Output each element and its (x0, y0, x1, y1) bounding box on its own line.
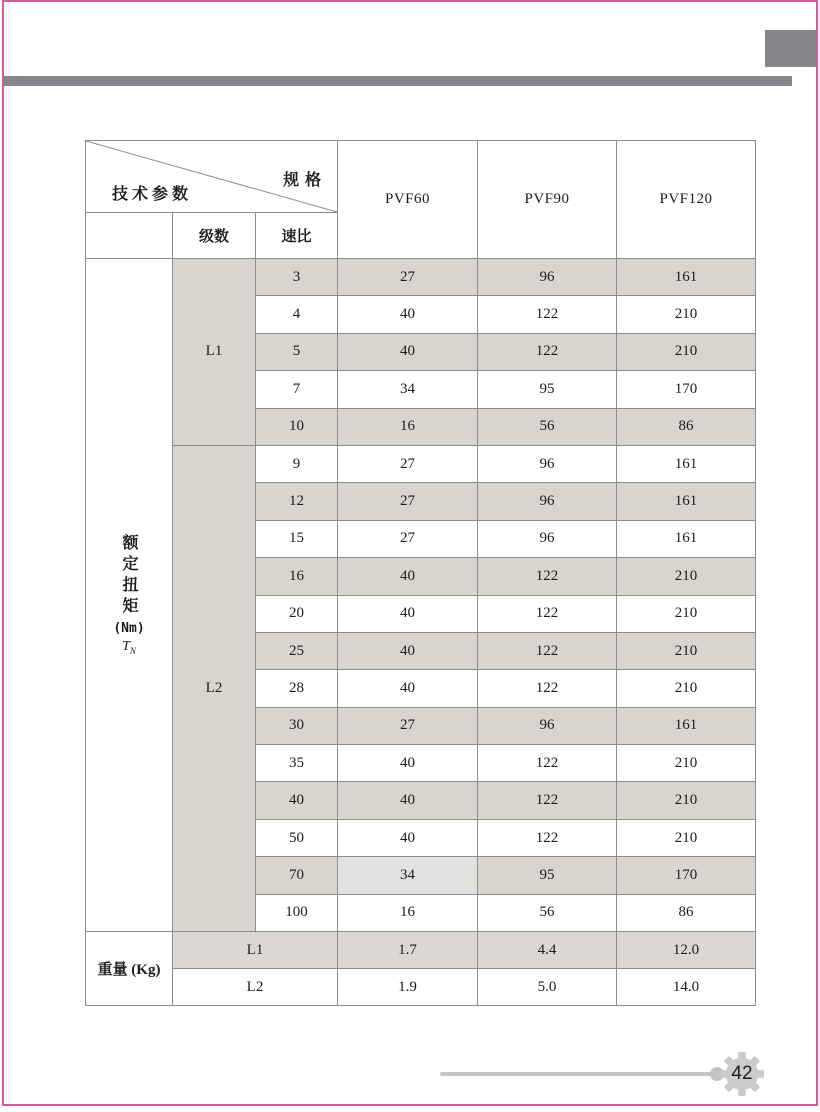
value-cell: 96 (478, 483, 617, 520)
value-cell: 122 (478, 595, 617, 632)
value-cell: 27 (338, 259, 478, 296)
value-cell: 40 (338, 819, 478, 856)
value-cell: 16 (338, 894, 478, 931)
torque-symbol: $T_N$ (122, 639, 136, 656)
group-cell-l1: L1 (173, 259, 256, 446)
value-cell: 210 (617, 745, 756, 782)
value-cell: 40 (338, 296, 478, 333)
ratio-cell: 10 (256, 408, 338, 445)
weight-value-cell: 14.0 (617, 969, 756, 1006)
tech-params-label: 技术参数 (112, 184, 193, 203)
ratio-cell: 5 (256, 333, 338, 370)
weight-value-cell: 4.4 (478, 932, 617, 969)
value-cell: 96 (478, 520, 617, 557)
torque-vertical-label: 额定扭矩 (120, 534, 139, 619)
diagonal-header-cell (86, 141, 338, 213)
value-cell: 122 (478, 296, 617, 333)
group-cell-l2: L2 (173, 445, 256, 931)
value-cell: 122 (478, 558, 617, 595)
ratio-cell: 15 (256, 520, 338, 557)
value-cell: 161 (617, 445, 756, 482)
value-cell: 161 (617, 707, 756, 744)
value-cell: 40 (338, 595, 478, 632)
header-spacer-cell (86, 213, 173, 259)
ratio-cell: 4 (256, 296, 338, 333)
value-cell: 122 (478, 632, 617, 669)
value-cell: 40 (338, 558, 478, 595)
torque-unit: (Nm) (113, 621, 145, 637)
value-cell: 40 (338, 632, 478, 669)
value-cell: 210 (617, 296, 756, 333)
ratio-cell: 40 (256, 782, 338, 819)
value-cell: 210 (617, 782, 756, 819)
value-cell: 210 (617, 558, 756, 595)
value-cell: 96 (478, 259, 617, 296)
value-cell: 210 (617, 632, 756, 669)
value-cell: 210 (617, 333, 756, 370)
value-cell: 40 (338, 670, 478, 707)
top-divider-bar (4, 76, 792, 86)
value-cell: 16 (338, 408, 478, 445)
value-cell: 96 (478, 445, 617, 482)
ratio-cell: 30 (256, 707, 338, 744)
weight-value-cell: 1.7 (338, 932, 478, 969)
spec-table (85, 140, 756, 1006)
value-cell: 96 (478, 707, 617, 744)
value-cell: 40 (338, 782, 478, 819)
ratio-cell: 35 (256, 745, 338, 782)
ratio-cell: 16 (256, 558, 338, 595)
ratio-cell: 20 (256, 595, 338, 632)
value-cell: 122 (478, 745, 617, 782)
weight-value-cell: 5.0 (478, 969, 617, 1006)
value-cell: 95 (478, 857, 617, 894)
value-cell: 210 (617, 670, 756, 707)
value-cell: 122 (478, 782, 617, 819)
ratio-cell: 12 (256, 483, 338, 520)
value-cell: 86 (617, 408, 756, 445)
value-cell: 27 (338, 483, 478, 520)
value-cell: 122 (478, 333, 617, 370)
model-header-pvf120: PVF120 (617, 141, 756, 259)
ratio-cell: 3 (256, 259, 338, 296)
value-cell: 27 (338, 520, 478, 557)
value-cell: 40 (338, 745, 478, 782)
ratio-cell: 28 (256, 670, 338, 707)
page-number: 42 (731, 1063, 753, 1084)
model-header-pvf60: PVF60 (338, 141, 478, 259)
weight-label-cell: 重量 (Kg) (86, 932, 173, 1006)
weight-level-cell: L2 (173, 969, 338, 1006)
weight-value-cell: 1.9 (338, 969, 478, 1006)
model-header-pvf90: PVF90 (478, 141, 617, 259)
value-cell: 210 (617, 819, 756, 856)
ratio-cell: 7 (256, 371, 338, 408)
ratio-cell: 25 (256, 632, 338, 669)
ratio-cell: 70 (256, 857, 338, 894)
value-cell: 170 (617, 857, 756, 894)
value-cell: 40 (338, 333, 478, 370)
torque-label-cell (86, 259, 173, 932)
value-cell: 27 (338, 707, 478, 744)
value-cell: 170 (617, 371, 756, 408)
spec-label: 规格 (283, 170, 328, 189)
ratio-cell: 100 (256, 894, 338, 931)
ratio-cell: 9 (256, 445, 338, 482)
ratio-header-cell: 速比 (256, 213, 338, 259)
weight-level-cell: L1 (173, 932, 338, 969)
value-cell: 161 (617, 259, 756, 296)
level-header-cell: 级数 (173, 213, 256, 259)
footer-rule (440, 1072, 716, 1076)
top-right-block (765, 30, 816, 67)
value-cell: 161 (617, 483, 756, 520)
value-cell: 56 (478, 894, 617, 931)
value-cell: 56 (478, 408, 617, 445)
value-cell: 161 (617, 520, 756, 557)
value-cell: 86 (617, 894, 756, 931)
value-cell: 122 (478, 819, 617, 856)
ratio-cell: 50 (256, 819, 338, 856)
value-cell: 210 (617, 595, 756, 632)
value-cell: 34 (338, 371, 478, 408)
weight-value-cell: 12.0 (617, 932, 756, 969)
value-cell: 122 (478, 670, 617, 707)
value-cell: 34 (338, 857, 478, 894)
value-cell: 27 (338, 445, 478, 482)
value-cell: 95 (478, 371, 617, 408)
